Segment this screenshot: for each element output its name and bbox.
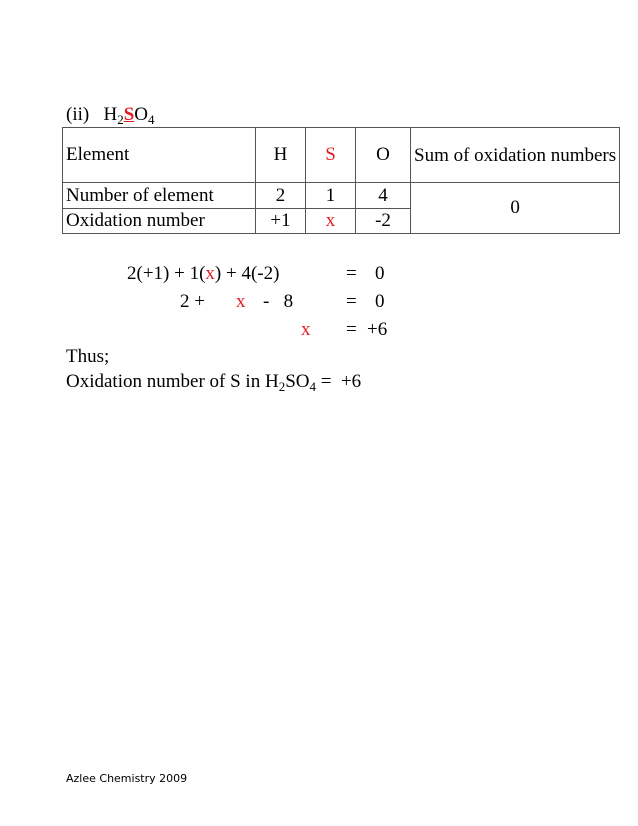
eq2-rhs: 0 [375, 291, 385, 312]
cell-s-count: 1 [306, 183, 356, 209]
conclusion-sub-2: 2 [278, 379, 286, 394]
cell-s-oxidation: x [306, 209, 356, 234]
oxidation-table [62, 127, 620, 234]
conclusion-text-c: = +6 [315, 371, 362, 392]
formula-h: H [103, 104, 118, 125]
eq1-lhs-b: ) + 4(-2) [214, 263, 280, 284]
cell-h-oxidation: +1 [256, 209, 306, 234]
eq3-equals: = [346, 319, 357, 340]
header-h: H [256, 128, 306, 183]
conclusion-text-b: SO [285, 371, 310, 392]
formula-o-subscript: 4 [148, 112, 155, 127]
cell-h-count: 2 [256, 183, 306, 209]
formula-h-subscript: 2 [117, 112, 124, 127]
header-sum: Sum of oxidation numbers [411, 128, 620, 183]
formula-s-highlight: S [123, 104, 135, 125]
eq3-x: x [301, 319, 311, 340]
formula-o: O [134, 104, 149, 125]
equation-line-3 [127, 318, 427, 342]
cell-o-count: 4 [356, 183, 411, 209]
footer-credit: Azlee Chemistry 2009 [66, 772, 188, 785]
eq2-x: x [236, 291, 246, 312]
section-number: (ii) [66, 104, 90, 125]
header-o: O [356, 128, 411, 183]
cell-o-oxidation: -2 [356, 209, 411, 234]
equation-line-2 [127, 290, 427, 314]
eq2-equals: = [346, 291, 357, 312]
equation-line-1 [127, 262, 427, 286]
eq3-rhs: +6 [367, 319, 388, 340]
row-label-oxidation: Oxidation number [63, 209, 256, 234]
eq1-lhs-a: 2(+1) + 1( [127, 263, 206, 284]
eq1-rhs: 0 [375, 263, 385, 284]
conclusion-line [66, 370, 361, 395]
table-header-row [63, 128, 620, 183]
thus-label: Thus; [66, 346, 110, 367]
eq1-equals: = [346, 263, 357, 284]
conclusion-sub-4: 4 [309, 379, 316, 394]
eq2-lhs-a: 2 + [180, 291, 205, 312]
conclusion-text-a: Oxidation number of S in H [66, 371, 279, 392]
header-element: Element [63, 128, 256, 183]
section-heading [66, 103, 155, 128]
eq2-lhs-b: - 8 [263, 291, 294, 312]
row-label-number: Number of element [63, 183, 256, 209]
table-row [63, 183, 620, 209]
eq1-x: x [205, 263, 215, 284]
header-s: S [306, 128, 356, 183]
cell-sum-value: 0 [411, 183, 620, 234]
